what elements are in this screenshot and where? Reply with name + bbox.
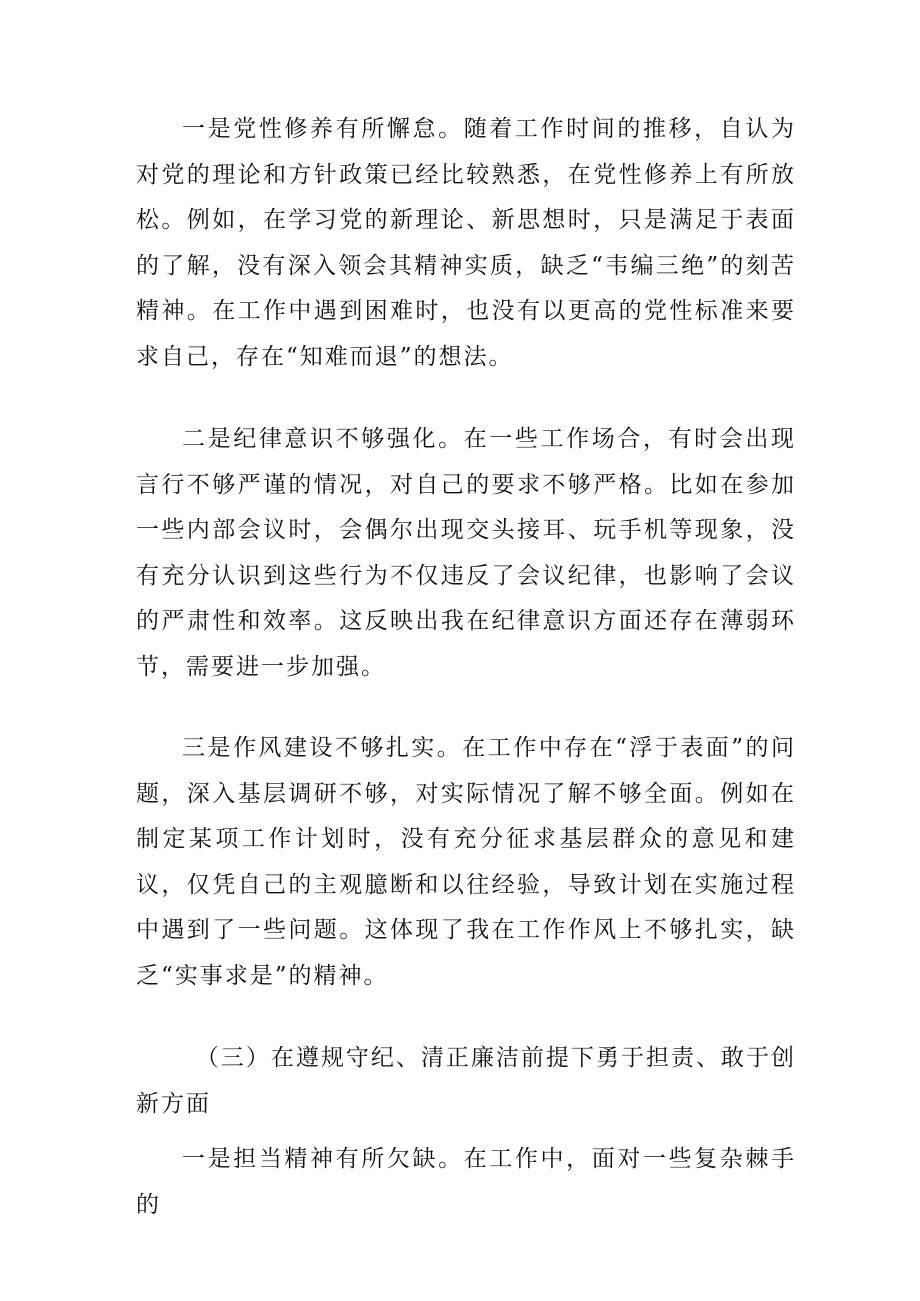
section-heading: （三）在遵规守纪、清正廉洁前提下勇于担责、敢于创新方面 xyxy=(136,1045,796,1117)
paragraph-party-spirit: 一是党性修养有所懈怠。随着工作时间的推移，自认为对党的理论和方针政策已经比较熟悉，在党性修养上有所放松。例如，在学习党的新理论、新思想时，只是满足于表面的了解，没有深入领会其精神实质，缺乏“韦编三绝”的刻苦精神。在工作中遇到困难时，也没有以更高的党性标准来要求自己，存在“知难而退”的想法。 xyxy=(136,116,796,370)
paragraph-work-style: 三是作风建设不够扎实。在工作中存在“浮于表面”的问题，深入基层调研不够，对实际情况了解不够全面。例如在制定某项工作计划时，没有充分征求基层群众的意见和建议，仅凭自己的主观臆断和以往经验，导致计划在实施过程中遇到了一些问题。这体现了我在工作作风上不够扎实，缺乏“实事求是”的精神。 xyxy=(136,735,796,989)
paragraph-discipline: 二是纪律意识不够强化。在一些工作场合，有时会出现言行不够严谨的情况，对自己的要求不够严格。比如在参加一些内部会议时，会偶尔出现交头接耳、玩手机等现象，没有充分认识到这些行为不仅违反了会议纪律，也影响了会议的严肃性和效率。这反映出我在纪律意识方面还存在薄弱环节，需要进一步加强。 xyxy=(136,426,796,680)
paragraph-responsibility: 一是担当精神有所欠缺。在工作中，面对一些复杂棘手的 xyxy=(136,1146,796,1218)
